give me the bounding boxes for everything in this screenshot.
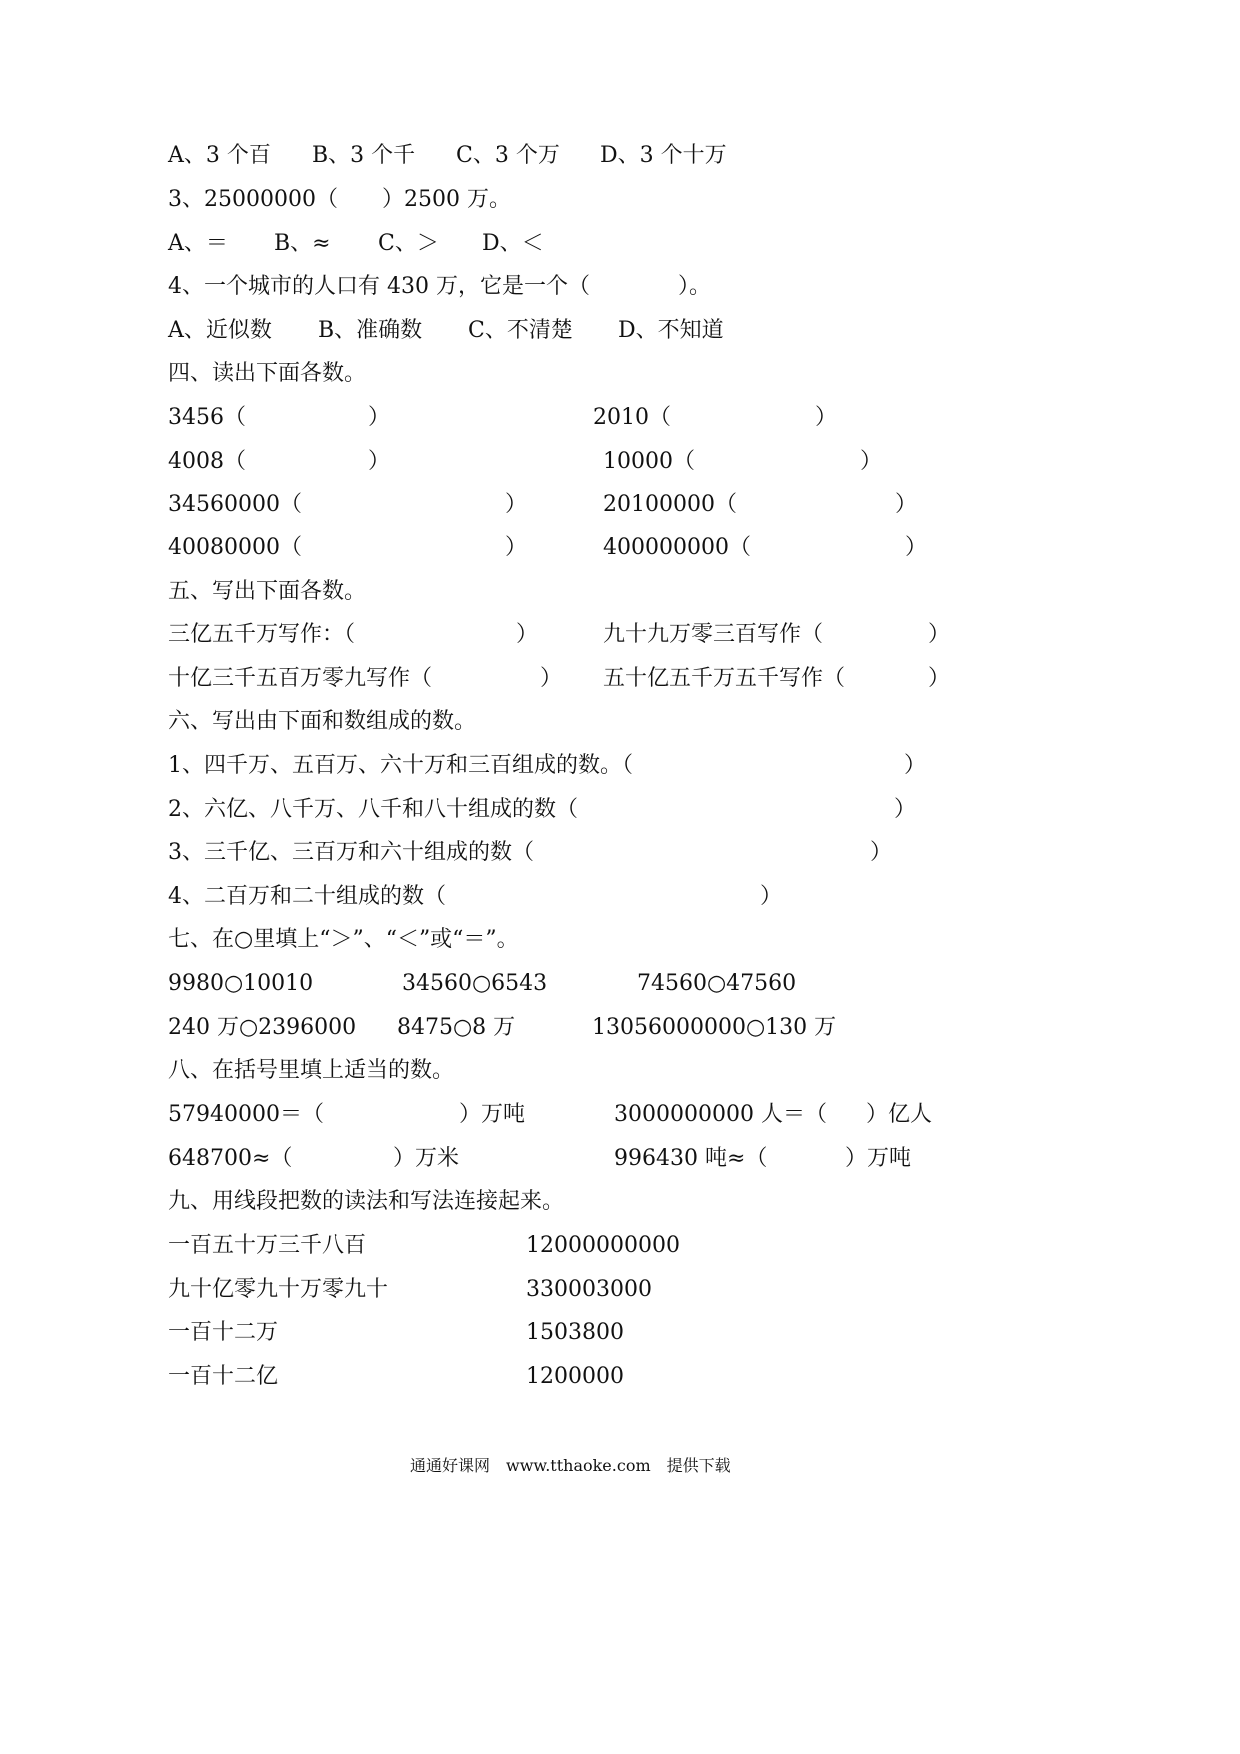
option-b: B、准确数	[318, 318, 423, 343]
reading-item: 九十亿零九十万零九十	[168, 1277, 389, 1302]
number-item: 40080000（	[168, 535, 302, 560]
writing-item: 330003000	[526, 1277, 652, 1302]
compose-item: 1、四千万、五百万、六十万和三百组成的数。（	[168, 753, 633, 778]
close-bracket: ）	[928, 666, 951, 691]
close-bracket: ）	[505, 535, 528, 560]
close-bracket: ）	[905, 535, 928, 560]
section-title: 九、用线段把数的读法和写法连接起来。	[168, 1189, 565, 1214]
compose-item: 3、三千亿、三百万和六十组成的数（	[168, 840, 534, 865]
number-item: 3456（	[168, 405, 246, 430]
close-bracket: ）	[540, 666, 563, 691]
number-item: 2010（	[593, 405, 671, 430]
writing-item: 1503800	[526, 1320, 624, 1345]
close-bracket: ）	[368, 405, 391, 430]
section-title: 六、写出由下面和数组成的数。	[168, 709, 477, 734]
option-d: D、不知道	[618, 318, 724, 343]
option-c: C、＞	[378, 231, 439, 256]
close-bracket: ）	[870, 840, 893, 865]
close-bracket: ）	[895, 492, 918, 517]
compare-item: 9980○10010	[168, 971, 314, 996]
close-bracket: ）	[760, 884, 783, 909]
option-a: A、＝	[168, 231, 228, 256]
fill-item-left: 3000000000 人＝（	[614, 1102, 827, 1127]
close-bracket: ）	[505, 492, 528, 517]
compare-item: 74560○47560	[637, 971, 797, 996]
compare-item: 34560○6543	[402, 971, 548, 996]
question-stem: 4、一个城市的人口有 430 万，它是一个（ ）。	[168, 274, 711, 299]
fill-item-right: ）万吨	[459, 1102, 526, 1127]
number-item: 10000（	[603, 449, 695, 474]
number-item: 4008（	[168, 449, 246, 474]
reading-item: 一百十二亿	[168, 1364, 279, 1389]
reading-item: 一百十二万	[168, 1320, 279, 1345]
section-title: 八、在括号里填上适当的数。	[168, 1058, 455, 1083]
number-item: 20100000（	[603, 492, 737, 517]
option-c: C、3 个万	[456, 143, 560, 168]
close-bracket: ）	[516, 622, 539, 647]
fill-item-right: ）亿人	[866, 1102, 933, 1127]
fill-item-left: 996430 吨≈（	[614, 1146, 768, 1171]
compare-item: 13056000000○130 万	[592, 1015, 837, 1040]
section-title: 七、在○里填上“＞”、“＜”或“＝”。	[168, 927, 519, 952]
option-d: D、＜	[482, 231, 544, 256]
reading-item: 一百五十万三千八百	[168, 1233, 367, 1258]
compose-item: 2、六亿、八千万、八千和八十组成的数（	[168, 797, 578, 822]
close-bracket: ）	[815, 405, 838, 430]
write-item: 三亿五千万写作：（	[168, 622, 356, 647]
option-b: B、≈	[274, 231, 331, 256]
page-footer: 通通好课网 www.tthaoke.com 提供下载	[410, 1456, 731, 1475]
number-item: 34560000（	[168, 492, 302, 517]
fill-item-right: ）万吨	[845, 1146, 912, 1171]
fill-item-right: ）万米	[393, 1146, 460, 1171]
write-item: 十亿三千五百万零九写作（	[168, 666, 433, 691]
compare-item: 8475○8 万	[397, 1015, 516, 1040]
close-bracket: ）	[860, 449, 883, 474]
question-stem: 3、25000000（ ）2500 万。	[168, 187, 511, 212]
fill-item-left: 648700≈（	[168, 1146, 293, 1171]
close-bracket: ）	[368, 449, 391, 474]
close-bracket: ）	[904, 753, 927, 778]
option-a: A、近似数	[168, 318, 272, 343]
option-d: D、3 个十万	[600, 143, 727, 168]
close-bracket: ）	[928, 622, 951, 647]
option-a: A、3 个百	[168, 143, 271, 168]
writing-item: 1200000	[526, 1364, 624, 1389]
compare-item: 240 万○2396000	[168, 1015, 357, 1040]
section-title: 五、写出下面各数。	[168, 579, 367, 604]
write-item: 九十九万零三百写作（	[603, 622, 824, 647]
section-title: 四、读出下面各数。	[168, 361, 367, 386]
close-bracket: ）	[894, 797, 917, 822]
option-c: C、不清楚	[468, 318, 573, 343]
write-item: 五十亿五千万五千写作（	[603, 666, 846, 691]
fill-item-left: 57940000＝（	[168, 1102, 324, 1127]
writing-item: 12000000000	[526, 1233, 680, 1258]
option-b: B、3 个千	[312, 143, 416, 168]
number-item: 400000000（	[603, 535, 751, 560]
compose-item: 4、二百万和二十组成的数（	[168, 884, 446, 909]
